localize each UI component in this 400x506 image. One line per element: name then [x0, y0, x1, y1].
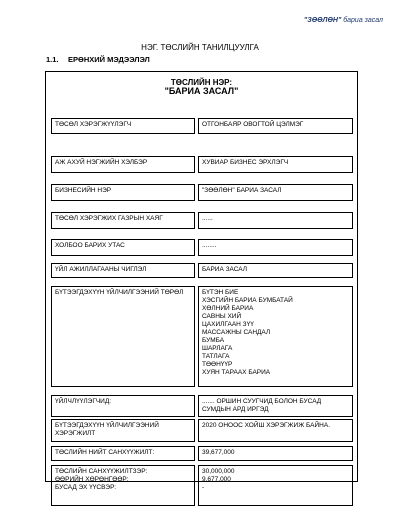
info-row-label: ҮЙЛЧЛҮҮЛЭГЧИД:	[51, 395, 195, 417]
section-heading	[46, 55, 150, 64]
info-row-value: ....... ОРШИН СУУГЧИД БОЛОН БУСАД СУМДЫН АРД ИРГЭД	[198, 395, 353, 417]
info-row-value: БҮТЭН БИЕ ХЭСГИЙН БАРИА БУМБАТАЙ ХӨЛНИЙ БАРИА САВНЫ ХИЙ ЦАХИЛГААН ЗҮҮ МАССАЖНЫ САНДАЛ БУМБА ШАРЛАГА ТАТЛАГА ТӨӨНҮҮР ХУЯН ТАРААХ БАРИА	[198, 286, 353, 387]
info-row-label: БИЗНЕСИЙН НЭР	[51, 184, 195, 201]
info-row-value: ......	[198, 212, 353, 229]
project-info-box	[45, 71, 358, 491]
info-row-value: 2020 ОНООС ХОЙШ ХЭРЭГЖИЖ БАЙНА.	[198, 419, 353, 442]
info-row-label: ТӨСЛИЙН НИЙТ САНХҮҮЖИЛТ:	[51, 446, 195, 461]
section-number: 1.1.	[46, 55, 59, 64]
info-row-label: ҮЙЛ АЖИЛЛАГААНЫ ЧИГЛЭЛ	[51, 263, 195, 278]
project-name-value: "БАРИА ЗАСАЛ"	[164, 86, 239, 96]
info-row-value: БАРИА ЗАСАЛ	[198, 263, 353, 278]
info-row-label: ХОЛБОО БАРИХ УТАС	[51, 239, 195, 256]
running-header-title: "ЗӨӨЛӨН"	[303, 17, 342, 24]
info-row-value: "ЗӨӨЛӨН" БАРИА ЗАСАЛ	[198, 184, 353, 201]
info-row-label: АЖ АХУЙ НЭГЖИЙН ХЭЛБЭР	[51, 156, 195, 173]
info-row-value: 39,677,000	[198, 446, 353, 461]
info-row-value: ОТГОНБАЯР ОВОГТОЙ ЦЭЛМЭГ	[198, 118, 353, 134]
running-header-rest: бариа засал	[341, 17, 383, 24]
running-header	[304, 17, 383, 24]
project-name-label: ТӨСЛИЙН НЭР:	[170, 78, 233, 87]
info-row-value: ХУВИАР БИЗНЕС ЭРХЛЭГЧ	[198, 156, 353, 173]
document-title: НЭГ. ТӨСЛИЙН ТАНИЛЦУУЛГА	[141, 43, 259, 52]
info-row-label: ТӨСӨЛ ХЭРЭГЖҮҮЛЭГЧ	[51, 118, 195, 134]
info-row-value: 30,000,000 9,677,000 -	[198, 465, 353, 506]
project-name-heading	[46, 78, 357, 96]
info-row-label: ТӨСЛИЙН САНХҮҮЖИЛТЗЭР: ӨӨРИЙН ХӨРӨНГӨӨР: БУСАД ЭХ ҮҮСВЭР:	[51, 465, 195, 506]
info-row-label: ТӨСӨЛ ХЭРЭГЖИХ ГАЗРЫН ХАЯГ	[51, 212, 195, 229]
info-row-value: ........	[198, 239, 353, 256]
info-row-label: БҮТЭЭГДЭХҮҮН ҮЙЛЧИЛГЭЭНИЙ ХЭРЭГЖИЛТ	[51, 419, 195, 442]
section-label: ЕРӨНХИЙ МЭДЭЭЛЭЛ	[68, 55, 150, 64]
info-row-label: БҮТЭЭГДЭХҮҮН ҮЙЛЧИЛГЭЭНИЙ ТӨРӨЛ	[51, 286, 195, 387]
